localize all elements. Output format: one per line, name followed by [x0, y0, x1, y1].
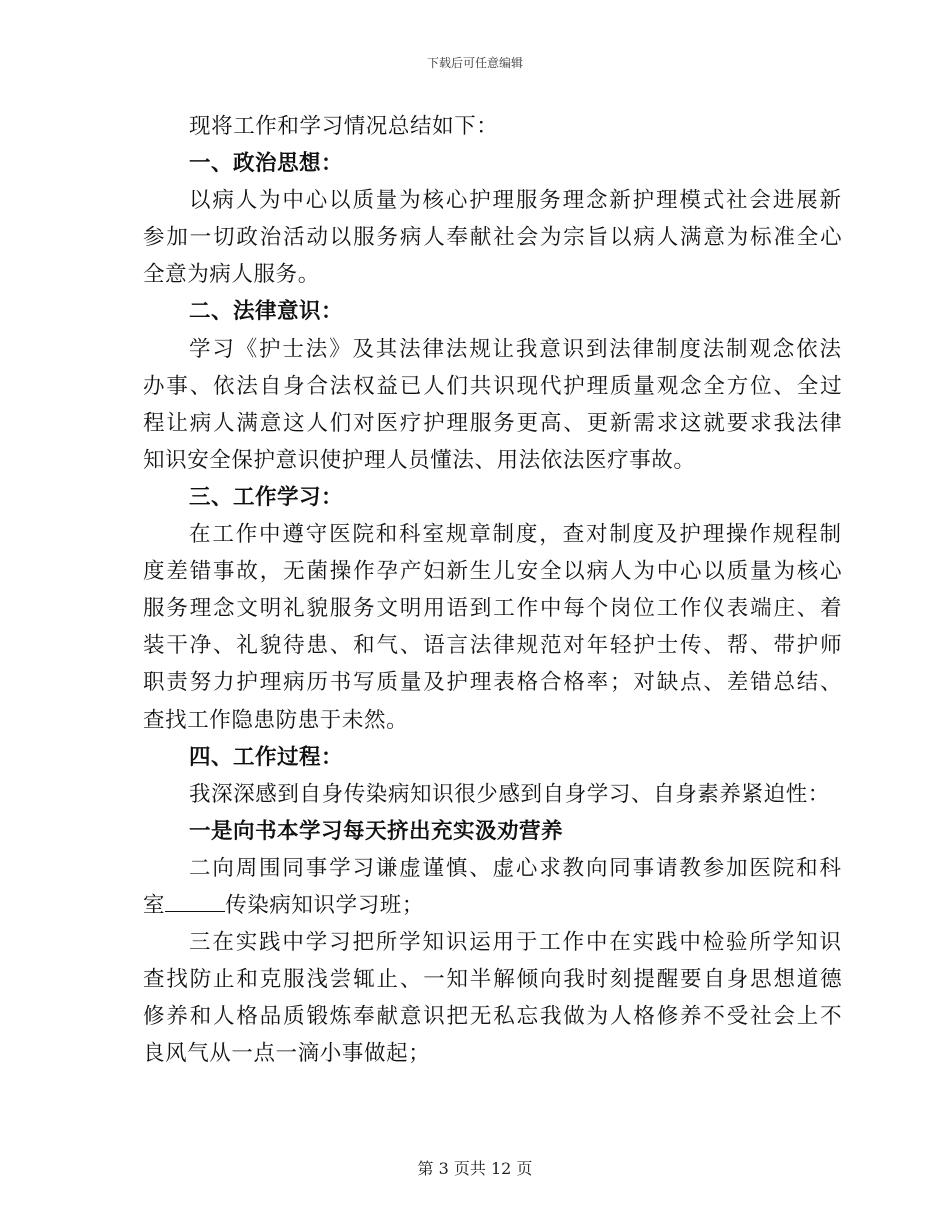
paragraph-line: 服务理念文明礼貌服务文明用语到工作中每个岗位工作仪表端庄、着: [143, 596, 844, 622]
section-heading-politics: 一、政治思想：: [189, 151, 344, 177]
paragraph-line: 全意为病人服务。: [143, 262, 320, 288]
paragraph-line: 办事、依法自身合法权益已人们共识现代护理质量观念全方位、全过: [143, 373, 844, 399]
paragraph-line: 装干净、礼貌待患、和气、语言法律规范对年轻护士传、帮、带护师: [143, 633, 844, 659]
paragraph-line: 以病人为中心以质量为核心护理服务理念新护理模式社会进展新: [189, 188, 843, 214]
paragraph-line: 职责努力护理病历书写质量及护理表格合格率；对缺点、差错总结、: [143, 670, 844, 696]
paragraph-line: [143, 887, 807, 924]
paragraph-line: 我深深感到自身传染病知识很少感到自身学习、自身素养紧迫性：: [189, 781, 830, 807]
page-number: 第 3 页共 12 页: [417, 1159, 533, 1178]
section-heading-work-process: 四、工作过程：: [189, 744, 344, 770]
fill-in-blank: [165, 893, 225, 912]
paragraph-text: 传染病知识学习班；: [225, 892, 425, 918]
paragraph-line: 修养和人格品质锻炼奉献意识把无私忘我做为人格修养不受社会上不: [143, 1004, 844, 1030]
paragraph-line: 度差错事故，无菌操作孕产妇新生儿安全以病人为中心以质量为核心: [143, 559, 844, 585]
paragraph-line: 在工作中遵守医院和科室规章制度，查对制度及护理操作规程制: [189, 522, 843, 548]
paragraph-line: 程让病人满意这人们对医疗护理服务更高、更新需求这就要求我法律: [143, 410, 844, 436]
intro-line: 现将工作和学习情况总结如下：: [189, 114, 499, 139]
header-note: 下载后可任意编辑: [426, 56, 523, 70]
paragraph-line: 查找工作隐患防患于未然。: [143, 707, 409, 733]
paragraph-line: 三在实践中学习把所学知识运用于工作中在实践中检验所学知识: [189, 930, 843, 956]
paragraph-line: 知识安全保护意识使护理人员懂法、用法依法医疗事故。: [143, 447, 696, 473]
paragraph-line: 良风气从一点一滴小事做起；: [143, 1041, 431, 1067]
paragraph-line: 查找防止和克服浅尝辄止、一知半解倾向我时刻提醒要自身思想道德: [143, 967, 844, 993]
paragraph-line: 参加一切政治活动以服务病人奉献社会为宗旨以病人满意为标准全心: [143, 225, 844, 251]
document-body: [143, 108, 844, 1072]
paragraph-line: 学习《护士法》及其法律法规让我意识到法律制度法制观念依法: [189, 336, 843, 362]
paragraph-line: 二向周围同事学习谦虚谨慎、虚心求教向同事请教参加医院和科: [189, 855, 843, 881]
section-heading-law: 二、法律意识：: [189, 299, 344, 325]
point-one-line: 一是向书本学习每天挤出充实汲劝营养: [189, 818, 564, 844]
paragraph-text: 室: [143, 892, 166, 918]
section-heading-work-study: 三、工作学习：: [189, 484, 344, 510]
